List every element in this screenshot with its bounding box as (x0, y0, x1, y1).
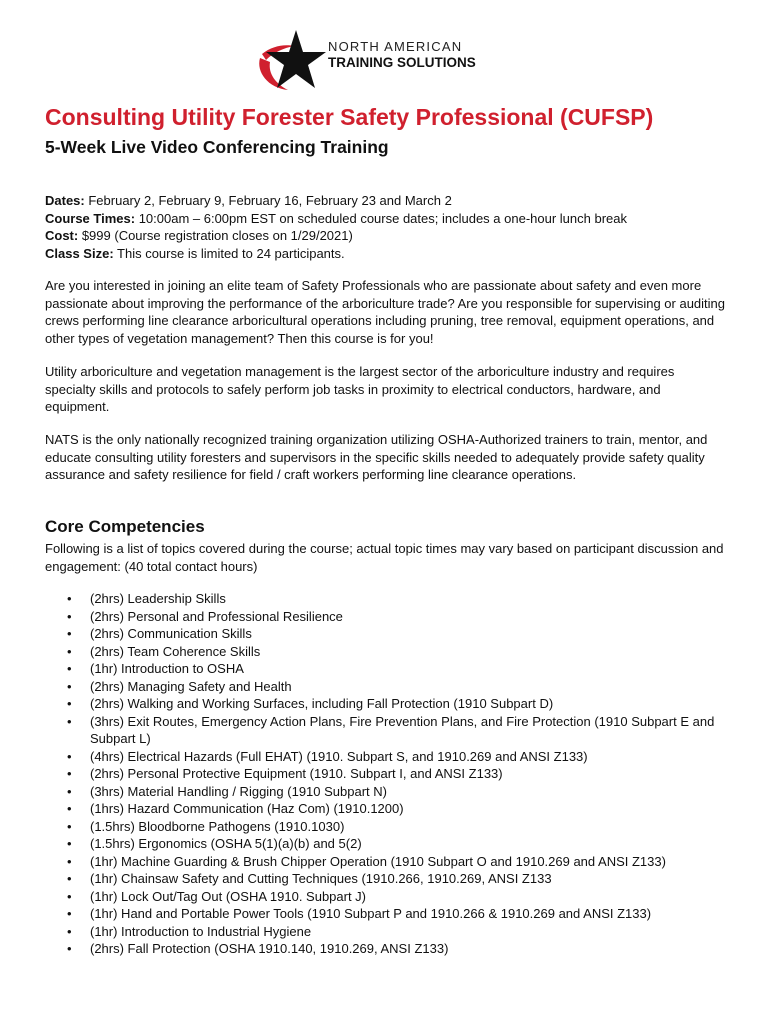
list-item (45, 940, 735, 958)
star-logo-icon (254, 28, 334, 94)
topic-text: (1.5hrs) Bloodborne Pathogens (1910.1030) (90, 818, 345, 834)
detail-cost (45, 227, 735, 245)
list-item (45, 625, 735, 643)
list-item (45, 765, 735, 783)
topic-text: (2hrs) Team Coherence Skills (90, 643, 261, 659)
bullet: • (67, 836, 72, 851)
utility-paragraph: Utility arboriculture and vegetation management is the largest sector of the arboriculture industry and requires specialty skills and protocols to safely perform job tasks in proximity to electrical conductors, hardware, and equipment. (45, 364, 675, 414)
bullet: • (67, 923, 72, 939)
list-item (45, 783, 735, 801)
list-item (45, 590, 735, 608)
detail-value: February 2, February 9, February 16, February 23 and March 2 (84, 193, 452, 208)
bullet: • (67, 941, 72, 956)
page-subtitle: 5-Week Live Video Conferencing Training (45, 137, 389, 157)
bullet: • (67, 748, 72, 764)
topic-text: (2hrs) Walking and Working Surfaces, including Fall Protection (1910 Subpart D) (90, 696, 554, 711)
detail-value: $999 (Course registration closes on 1/29/2021) (78, 228, 353, 243)
list-item (45, 888, 735, 906)
bullet: • (67, 696, 72, 711)
nats-paragraph: NATS is the only nationally recognized training organization utilizing OSHA-Authorized trainers to train, mentor, and educate consulting utility foresters and supervisors in the specific skills needed to adequately provide safety quality assurance and safety resilience for field / craft workers performing line clearance operations. (45, 432, 708, 482)
topic-text: (2hrs) Fall Protection (OSHA 1910.140, 1910.269, ANSI Z133) (90, 941, 449, 956)
page-title: Consulting Utility Forester Safety Professional (CUFSP) (45, 104, 654, 130)
nats-logo (254, 28, 514, 94)
bullet: • (67, 626, 72, 641)
bullet: • (67, 766, 72, 781)
list-item (45, 608, 735, 626)
detail-class-size (45, 245, 735, 263)
list-item (45, 660, 735, 678)
list-item (45, 713, 735, 748)
logo-line-1: NORTH AMERICAN (328, 39, 463, 54)
topic-text: (1hr) Hand and Portable Power Tools (1910 Subpart P and 1910.266 & 1910.269 and ANSI Z133) (90, 906, 652, 921)
topic-text: (1hr) Lock Out/Tag Out (OSHA 1910. Subpart J) (90, 888, 367, 904)
list-item (45, 643, 735, 661)
topic-text: (1hr) Chainsaw Safety and Cutting Techniques (1910.266, 1910.269, ANSI Z133 (90, 871, 552, 886)
detail-label: Class Size: (45, 245, 114, 261)
list-item (45, 870, 735, 888)
topic-text: (1.5hrs) Ergonomics (OSHA 5(1)(a)(b) and 5(2) (90, 836, 362, 851)
list-item (45, 923, 735, 941)
bullet: • (67, 661, 72, 676)
course-details (45, 192, 735, 262)
bullet: • (67, 713, 72, 729)
list-item (45, 748, 735, 766)
topic-text: (2hrs) Managing Safety and Health (90, 678, 292, 694)
list-item (45, 853, 735, 871)
intro-paragraph: Are you interested in joining an elite team of Safety Professionals who are passionate about safety and even more passionate about improving the performance of the arboriculture trade? Are you responsible for supervising or auditing crews performing line clearance arboricultural operations including pruning, tree removal, equipment operations, and other types of vegetation management? Then this course is for you! (45, 278, 726, 346)
bullet: • (67, 591, 72, 606)
detail-dates (45, 192, 735, 210)
topic-text: (3hrs) Material Handling / Rigging (1910 Subpart N) (90, 783, 387, 799)
topic-text: (2hrs) Leadership Skills (90, 591, 226, 606)
bullet: • (67, 678, 72, 694)
list-item (45, 695, 735, 713)
topic-text: (1hrs) Hazard Communication (Haz Com) (1910.1200) (90, 801, 404, 816)
list-item (45, 905, 735, 923)
bullet: • (67, 818, 72, 834)
list-item (45, 800, 735, 818)
topic-text: (4hrs) Electrical Hazards (Full EHAT) (1910. Subpart S, and 1910.269 and ANSI Z133) (90, 748, 588, 764)
detail-label: Cost: (45, 228, 79, 243)
topic-text: (2hrs) Personal Protective Equipment (1910. Subpart I, and ANSI Z133) (90, 766, 503, 781)
bullet: • (67, 783, 72, 799)
bullet: • (67, 643, 72, 659)
detail-value: This course is limited to 24 participants. (113, 245, 345, 261)
topics-list (45, 590, 735, 958)
competencies-intro: Following is a list of topics covered during the course; actual topic times may vary based on participant discussion and engagement: (40 total contact hours) (45, 541, 724, 574)
detail-value: 10:00am – 6:00pm EST on scheduled course dates; includes a one-hour lunch break (135, 210, 627, 226)
topic-text: (2hrs) Personal and Professional Resilience (90, 608, 343, 624)
list-item (45, 818, 735, 836)
core-competencies-heading: Core Competencies (45, 517, 205, 536)
logo-line-2: TRAINING SOLUTIONS (328, 55, 476, 70)
bullet: • (67, 853, 72, 869)
list-item (45, 678, 735, 696)
topic-text: (1hr) Machine Guarding & Brush Chipper Operation (1910 Subpart O and 1910.269 and ANSI Z133) (90, 853, 666, 869)
list-item (45, 835, 735, 853)
topic-text: (2hrs) Communication Skills (90, 626, 252, 641)
topic-text: (1hr) Introduction to Industrial Hygiene (90, 923, 312, 939)
bullet: • (67, 608, 72, 624)
topic-text: (3hrs) Exit Routes, Emergency Action Plans, Fire Prevention Plans, and Fire Protection (1910 Subpart E and Subpart L) (90, 713, 715, 746)
topic-text: (1hr) Introduction to OSHA (90, 661, 244, 676)
detail-course-times (45, 210, 735, 228)
bullet: • (67, 906, 72, 921)
bullet: • (67, 888, 72, 904)
bullet: • (67, 801, 72, 816)
bullet: • (67, 871, 72, 886)
detail-label: Course Times: (45, 210, 136, 226)
detail-label: Dates: (45, 193, 85, 208)
